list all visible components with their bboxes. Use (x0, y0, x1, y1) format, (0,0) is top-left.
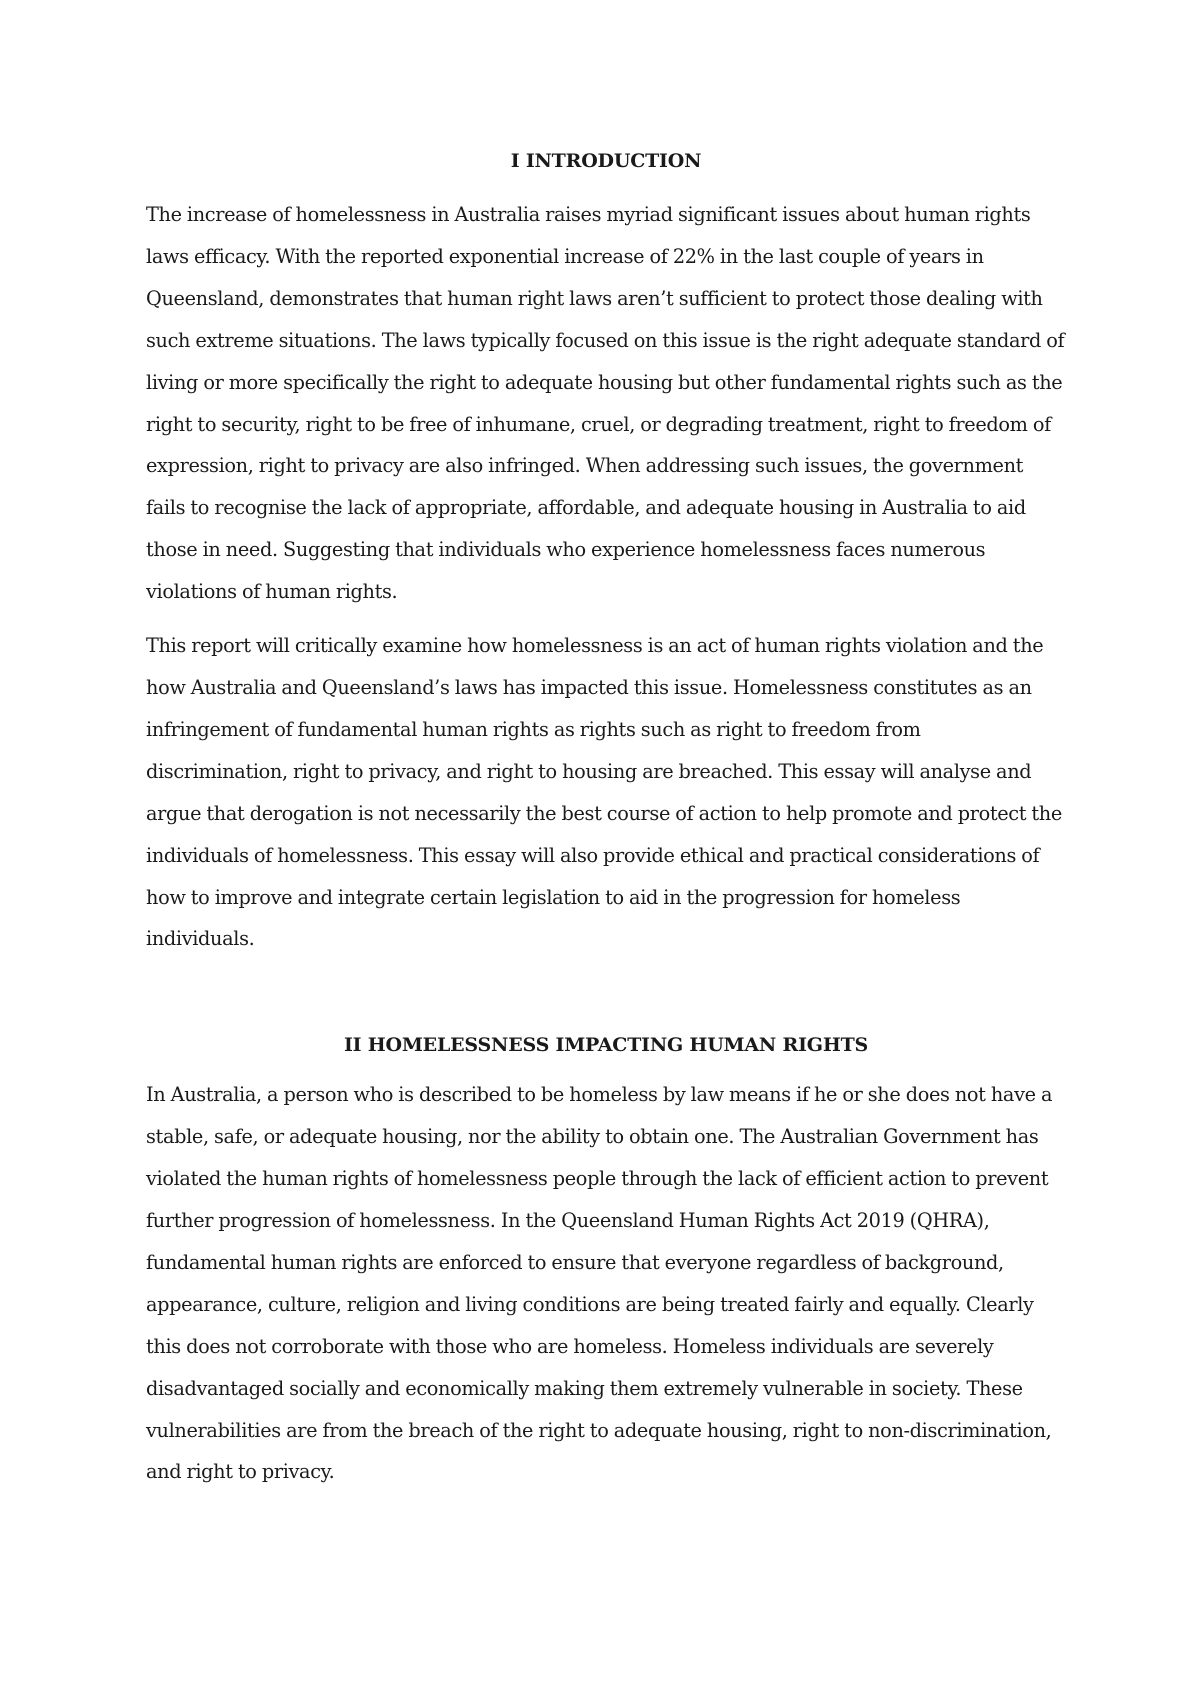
introduction-paragraph-1: The increase of homelessness in Australia raises myriad significant issues about human rights laws efficacy. With the reported exponential increase of 22% in the last couple of years in Queensland, demonstrates that human right laws aren’t sufficient to protect those dealing with such extreme situations. The laws typically focused on this issue is the right adequate standard of living or more specifically the right to adequate housing but other fundamental rights such as the right to security, right to be free of inhumane, cruel, or degrading treatment, right to freedom of expression, right to privacy are also infringed. When addressing such issues, the government fails to recognise the lack of appropriate, affordable, and adequate housing in Australia to aid those in need. Suggesting that individuals who experience homelessness faces numerous violations of human rights. (146, 203, 1065, 604)
section-heading-homelessness-impacting-human-rights: II HOMELESSNESS IMPACTING HUMAN RIGHTS (343, 1034, 869, 1057)
document-body (146, 140, 1066, 1493)
section-heading-introduction: I INTRODUCTION (510, 150, 702, 172)
homelessness-paragraph-1: In Australia, a person who is described to be homeless by law means if he or she does not have a stable, safe, or adequate housing, nor the ability to obtain one. The Australian Government has violated the human rights of homelessness people through the lack of efficient action to prevent further progression of homelessness. In the Queensland Human Rights Act 2019 (QHRA), fundamental human rights are enforced to ensure that everyone regardless of background, appearance, culture, religion and living conditions are being treated fairly and equally. Clearly this does not corroborate with those who are homeless. Homeless individuals are severely disadvantaged socially and economically making them extremely vulnerable in society. These vulnerabilities are from the breach of the right to adequate housing, right to non-discrimination, and right to privacy. (146, 1083, 1053, 1484)
introduction-paragraph-2: This report will critically examine how homelessness is an act of human rights violation and the how Australia and Queensland’s laws has impacted this issue. Homelessness constitutes as an infringement of fundamental human rights as rights such as right to freedom from discrimination, right to privacy, and right to housing are breached. This essay will analyse and argue that derogation is not necessarily the best course of action to help promote and protect the individuals of homelessness. This essay will also provide ethical and practical considerations of how to improve and integrate certain legislation to aid in the progression for homeless individuals. (146, 634, 1062, 951)
